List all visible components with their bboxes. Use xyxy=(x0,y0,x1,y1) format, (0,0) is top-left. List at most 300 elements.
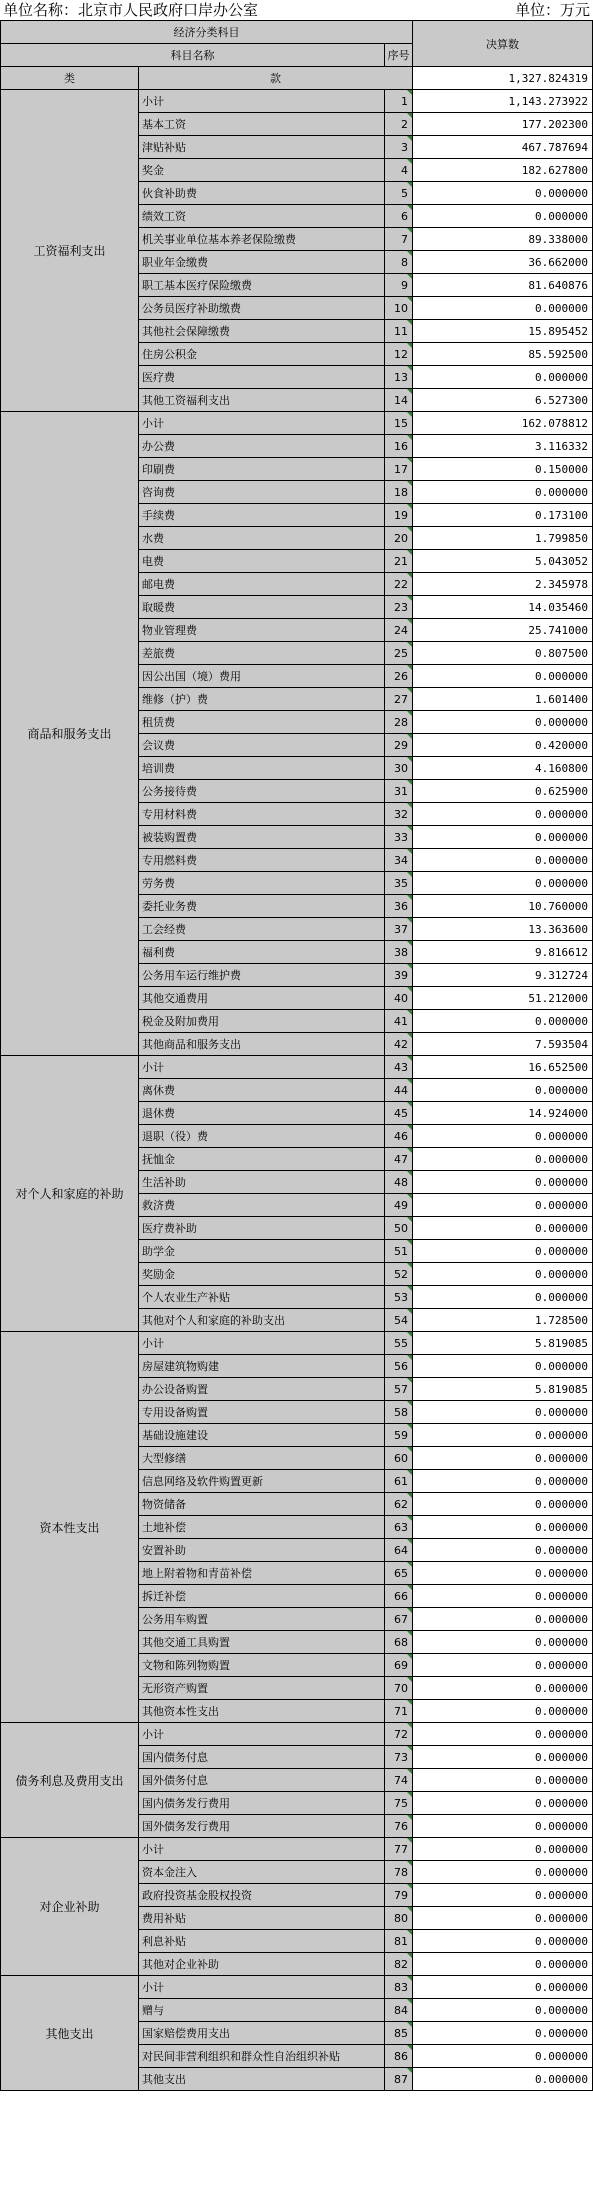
amount-cell: 0.000000 xyxy=(413,1907,593,1930)
total-amount: 1,327.824319 xyxy=(413,67,593,90)
comment-marker-icon xyxy=(407,1585,412,1590)
amount-cell: 1.728500 xyxy=(413,1309,593,1332)
seq-value: 78 xyxy=(394,1865,409,1879)
seq-value: 55 xyxy=(394,1336,409,1350)
seq-cell xyxy=(385,1654,413,1677)
unit-name-label: 单位名称：北京市人民政府口岸办公室 xyxy=(3,1,259,19)
comment-marker-icon xyxy=(407,757,412,762)
subject-name-cell: 资本金注入 xyxy=(139,1861,385,1884)
subject-name-cell: 生活补助 xyxy=(139,1171,385,1194)
amount-cell: 0.807500 xyxy=(413,642,593,665)
seq-value: 58 xyxy=(394,1405,409,1419)
seq-cell xyxy=(385,826,413,849)
comment-marker-icon xyxy=(407,458,412,463)
comment-marker-icon xyxy=(407,297,412,302)
comment-marker-icon xyxy=(407,527,412,532)
amount-cell: 182.627800 xyxy=(413,159,593,182)
subject-name-cell: 国外债务发行费用 xyxy=(139,1815,385,1838)
category-cell: 资本性支出 xyxy=(1,1332,139,1723)
comment-marker-icon xyxy=(407,987,412,992)
seq-cell xyxy=(385,665,413,688)
comment-marker-icon xyxy=(407,1976,412,1981)
seq-value: 14 xyxy=(394,393,409,407)
seq-cell xyxy=(385,136,413,159)
seq-cell xyxy=(385,1240,413,1263)
amount-cell: 0.000000 xyxy=(413,1148,593,1171)
comment-marker-icon xyxy=(407,2022,412,2027)
amount-cell: 0.000000 xyxy=(413,711,593,734)
seq-cell xyxy=(385,1447,413,1470)
amount-cell: 25.741000 xyxy=(413,619,593,642)
subject-name-cell: 小计 xyxy=(139,1976,385,1999)
amount-cell: 0.000000 xyxy=(413,1953,593,1976)
seq-value: 43 xyxy=(394,1060,409,1074)
seq-cell xyxy=(385,642,413,665)
amount-cell: 0.000000 xyxy=(413,1585,593,1608)
seq-value: 80 xyxy=(394,1911,409,1925)
comment-marker-icon xyxy=(407,1056,412,1061)
seq-value: 42 xyxy=(394,1037,409,1051)
subject-name-cell: 维修（护）费 xyxy=(139,688,385,711)
seq-value: 54 xyxy=(394,1313,409,1327)
seq-cell xyxy=(385,1401,413,1424)
category-cell: 债务利息及费用支出 xyxy=(1,1723,139,1838)
subject-name-cell: 其他商品和服务支出 xyxy=(139,1033,385,1056)
amount-cell: 0.000000 xyxy=(413,1171,593,1194)
seq-value: 49 xyxy=(394,1198,409,1212)
amount-cell: 1.601400 xyxy=(413,688,593,711)
subject-name-cell: 办公费 xyxy=(139,435,385,458)
seq-cell xyxy=(385,1516,413,1539)
comment-marker-icon xyxy=(407,895,412,900)
seq-value: 36 xyxy=(394,899,409,913)
comment-marker-icon xyxy=(407,1539,412,1544)
amount-cell: 162.078812 xyxy=(413,412,593,435)
seq-value: 4 xyxy=(401,163,409,177)
amount-cell: 0.000000 xyxy=(413,2022,593,2045)
comment-marker-icon xyxy=(407,1746,412,1751)
subject-name-cell: 赠与 xyxy=(139,1999,385,2022)
amount-cell: 9.312724 xyxy=(413,964,593,987)
seq-cell xyxy=(385,113,413,136)
amount-cell: 4.160800 xyxy=(413,757,593,780)
subject-name-cell: 绩效工资 xyxy=(139,205,385,228)
seq-value: 41 xyxy=(394,1014,409,1028)
seq-value: 3 xyxy=(401,140,409,154)
seq-value: 53 xyxy=(394,1290,409,1304)
seq-value: 60 xyxy=(394,1451,409,1465)
seq-value: 86 xyxy=(394,2049,409,2063)
seq-cell xyxy=(385,964,413,987)
subject-name-cell: 培训费 xyxy=(139,757,385,780)
comment-marker-icon xyxy=(407,343,412,348)
amount-cell: 14.924000 xyxy=(413,1102,593,1125)
amount-cell: 0.000000 xyxy=(413,2068,593,2091)
currency-unit-label: 单位：万元 xyxy=(514,1,590,19)
seq-value: 8 xyxy=(401,255,409,269)
seq-value: 33 xyxy=(394,830,409,844)
seq-cell xyxy=(385,1861,413,1884)
amount-cell: 0.000000 xyxy=(413,1677,593,1700)
seq-value: 62 xyxy=(394,1497,409,1511)
comment-marker-icon xyxy=(407,90,412,95)
comment-marker-icon xyxy=(407,2068,412,2073)
amount-cell: 0.173100 xyxy=(413,504,593,527)
comment-marker-icon xyxy=(407,1355,412,1360)
amount-cell: 15.895452 xyxy=(413,320,593,343)
subject-name-cell: 专用设备购置 xyxy=(139,1401,385,1424)
subject-name-cell: 其他社会保障缴费 xyxy=(139,320,385,343)
seq-value: 2 xyxy=(401,117,409,131)
comment-marker-icon xyxy=(407,1769,412,1774)
subject-name-cell: 被装购置费 xyxy=(139,826,385,849)
comment-marker-icon xyxy=(407,205,412,210)
comment-marker-icon xyxy=(407,642,412,647)
seq-value: 51 xyxy=(394,1244,409,1258)
seq-value: 50 xyxy=(394,1221,409,1235)
seq-value: 21 xyxy=(394,554,409,568)
seq-cell xyxy=(385,274,413,297)
comment-marker-icon xyxy=(407,1493,412,1498)
subject-name-cell: 对民间非营利组织和群众性自治组织补贴 xyxy=(139,2045,385,2068)
subject-name-cell: 取暖费 xyxy=(139,596,385,619)
seq-cell xyxy=(385,389,413,412)
seq-value: 25 xyxy=(394,646,409,660)
seq-cell xyxy=(385,872,413,895)
seq-value: 44 xyxy=(394,1083,409,1097)
seq-value: 6 xyxy=(401,209,409,223)
amount-cell: 0.000000 xyxy=(413,1447,593,1470)
subject-name-cell: 其他对企业补助 xyxy=(139,1953,385,1976)
seq-cell xyxy=(385,1746,413,1769)
amount-cell: 7.593504 xyxy=(413,1033,593,1056)
comment-marker-icon xyxy=(407,1470,412,1475)
subject-name-cell: 其他对个人和家庭的补助支出 xyxy=(139,1309,385,1332)
table-row xyxy=(1,1332,593,1355)
seq-cell xyxy=(385,297,413,320)
amount-cell: 0.000000 xyxy=(413,665,593,688)
comment-marker-icon xyxy=(407,1401,412,1406)
seq-cell xyxy=(385,1677,413,1700)
subject-name-cell: 劳务费 xyxy=(139,872,385,895)
seq-cell xyxy=(385,757,413,780)
seq-cell xyxy=(385,251,413,274)
comment-marker-icon xyxy=(407,1148,412,1153)
comment-marker-icon xyxy=(407,1263,412,1268)
comment-marker-icon xyxy=(407,573,412,578)
seq-cell xyxy=(385,1631,413,1654)
comment-marker-icon xyxy=(407,596,412,601)
subject-name-cell: 费用补贴 xyxy=(139,1907,385,1930)
amount-cell: 5.043052 xyxy=(413,550,593,573)
comment-marker-icon xyxy=(407,1309,412,1314)
comment-marker-icon xyxy=(407,1608,412,1613)
seq-value: 65 xyxy=(394,1566,409,1580)
subject-name-cell: 国家赔偿费用支出 xyxy=(139,2022,385,2045)
comment-marker-icon xyxy=(407,435,412,440)
subject-name-cell: 其他资本性支出 xyxy=(139,1700,385,1723)
subject-name-cell: 印刷费 xyxy=(139,458,385,481)
amount-cell: 0.000000 xyxy=(413,1861,593,1884)
subject-name-cell: 电费 xyxy=(139,550,385,573)
seq-value: 81 xyxy=(394,1934,409,1948)
seq-cell xyxy=(385,1171,413,1194)
comment-marker-icon xyxy=(407,1999,412,2004)
comment-marker-icon xyxy=(407,1815,412,1820)
subject-name-cell: 大型修缮 xyxy=(139,1447,385,1470)
comment-marker-icon xyxy=(407,504,412,509)
seq-value: 24 xyxy=(394,623,409,637)
seq-value: 17 xyxy=(394,462,409,476)
amount-cell: 0.000000 xyxy=(413,366,593,389)
comment-marker-icon xyxy=(407,1723,412,1728)
seq-value: 7 xyxy=(401,232,409,246)
subject-name-cell: 因公出国（境）费用 xyxy=(139,665,385,688)
seq-cell xyxy=(385,1723,413,1746)
subject-name-cell: 医疗费补助 xyxy=(139,1217,385,1240)
comment-marker-icon xyxy=(407,872,412,877)
seq-value: 66 xyxy=(394,1589,409,1603)
seq-cell xyxy=(385,573,413,596)
table-row xyxy=(1,1976,593,1999)
comment-marker-icon xyxy=(407,1700,412,1705)
seq-cell xyxy=(385,1125,413,1148)
subject-name-cell: 伙食补助费 xyxy=(139,182,385,205)
amount-cell: 0.000000 xyxy=(413,1493,593,1516)
seq-cell xyxy=(385,1102,413,1125)
amount-cell: 0.150000 xyxy=(413,458,593,481)
amount-cell: 5.819085 xyxy=(413,1332,593,1355)
amount-cell: 6.527300 xyxy=(413,389,593,412)
comment-marker-icon xyxy=(407,1378,412,1383)
seq-value: 26 xyxy=(394,669,409,683)
amount-cell: 36.662000 xyxy=(413,251,593,274)
subject-name-cell: 差旅费 xyxy=(139,642,385,665)
comment-marker-icon xyxy=(407,711,412,716)
comment-marker-icon xyxy=(407,320,412,325)
amount-cell: 0.000000 xyxy=(413,1516,593,1539)
comment-marker-icon xyxy=(407,412,412,417)
table-row xyxy=(1,1056,593,1079)
seq-cell xyxy=(385,1907,413,1930)
comment-marker-icon xyxy=(407,159,412,164)
seq-value: 48 xyxy=(394,1175,409,1189)
seq-cell xyxy=(385,343,413,366)
amount-cell: 0.000000 xyxy=(413,1194,593,1217)
amount-cell: 0.420000 xyxy=(413,734,593,757)
comment-marker-icon xyxy=(407,734,412,739)
amount-cell: 0.000000 xyxy=(413,205,593,228)
comment-marker-icon xyxy=(407,113,412,118)
seq-cell xyxy=(385,1562,413,1585)
comment-marker-icon xyxy=(407,1033,412,1038)
amount-cell: 89.338000 xyxy=(413,228,593,251)
seq-cell xyxy=(385,2068,413,2091)
seq-value: 35 xyxy=(394,876,409,890)
seq-cell xyxy=(385,2022,413,2045)
amount-cell: 0.000000 xyxy=(413,872,593,895)
subject-name-cell: 会议费 xyxy=(139,734,385,757)
comment-marker-icon xyxy=(407,1907,412,1912)
seq-cell xyxy=(385,1056,413,1079)
category-cell: 工资福利支出 xyxy=(1,90,139,412)
seq-value: 83 xyxy=(394,1980,409,1994)
comment-marker-icon xyxy=(407,389,412,394)
amount-cell: 0.000000 xyxy=(413,849,593,872)
subject-name-cell: 安置补助 xyxy=(139,1539,385,1562)
subject-name-cell: 小计 xyxy=(139,90,385,113)
comment-marker-icon xyxy=(407,1424,412,1429)
comment-marker-icon xyxy=(407,1332,412,1337)
seq-cell xyxy=(385,1815,413,1838)
seq-cell xyxy=(385,1010,413,1033)
amount-cell: 0.000000 xyxy=(413,1010,593,1033)
amount-cell: 9.816612 xyxy=(413,941,593,964)
subject-name-cell: 国内债务发行费用 xyxy=(139,1792,385,1815)
amount-cell: 1.799850 xyxy=(413,527,593,550)
amount-cell: 0.000000 xyxy=(413,1723,593,1746)
amount-cell: 0.000000 xyxy=(413,1562,593,1585)
comment-marker-icon xyxy=(407,665,412,670)
seq-value: 79 xyxy=(394,1888,409,1902)
table-row xyxy=(1,412,593,435)
amount-cell: 13.363600 xyxy=(413,918,593,941)
amount-cell: 0.000000 xyxy=(413,1999,593,2022)
amount-cell: 0.000000 xyxy=(413,1079,593,1102)
amount-cell: 0.000000 xyxy=(413,1654,593,1677)
amount-cell: 0.000000 xyxy=(413,1884,593,1907)
comment-marker-icon xyxy=(407,688,412,693)
seq-value: 15 xyxy=(394,416,409,430)
subject-name-cell: 租赁费 xyxy=(139,711,385,734)
seq-header: 序号 xyxy=(385,44,413,67)
seq-cell xyxy=(385,1079,413,1102)
comment-marker-icon xyxy=(407,1884,412,1889)
seq-cell xyxy=(385,366,413,389)
seq-cell xyxy=(385,1286,413,1309)
subject-name-cell: 其他交通费用 xyxy=(139,987,385,1010)
expenditure-table xyxy=(0,20,593,2091)
seq-value: 30 xyxy=(394,761,409,775)
seq-cell xyxy=(385,803,413,826)
seq-value: 63 xyxy=(394,1520,409,1534)
subject-name-cell: 物业管理费 xyxy=(139,619,385,642)
seq-value: 61 xyxy=(394,1474,409,1488)
seq-value: 13 xyxy=(394,370,409,384)
amount-cell: 14.035460 xyxy=(413,596,593,619)
amount-cell: 0.000000 xyxy=(413,297,593,320)
subject-name-cell: 信息网络及软件购置更新 xyxy=(139,1470,385,1493)
seq-cell xyxy=(385,1792,413,1815)
seq-cell xyxy=(385,1263,413,1286)
comment-marker-icon xyxy=(407,1286,412,1291)
subject-name-cell: 无形资产购置 xyxy=(139,1677,385,1700)
subject-name-cell: 物资储备 xyxy=(139,1493,385,1516)
subject-name-cell: 手续费 xyxy=(139,504,385,527)
amount-cell: 5.819085 xyxy=(413,1378,593,1401)
seq-value: 9 xyxy=(401,278,409,292)
comment-marker-icon xyxy=(407,1447,412,1452)
seq-cell xyxy=(385,481,413,504)
subject-name-cell: 个人农业生产补贴 xyxy=(139,1286,385,1309)
subject-name-cell: 邮电费 xyxy=(139,573,385,596)
subject-name-cell: 政府投资基金股权投资 xyxy=(139,1884,385,1907)
comment-marker-icon xyxy=(407,826,412,831)
amount-cell: 0.000000 xyxy=(413,1631,593,1654)
seq-value: 84 xyxy=(394,2003,409,2017)
seq-value: 39 xyxy=(394,968,409,982)
seq-value: 19 xyxy=(394,508,409,522)
seq-cell xyxy=(385,780,413,803)
seq-cell xyxy=(385,550,413,573)
seq-value: 70 xyxy=(394,1681,409,1695)
seq-value: 22 xyxy=(394,577,409,591)
table-row xyxy=(1,90,593,113)
subject-name-cell: 专用燃料费 xyxy=(139,849,385,872)
amount-cell: 0.000000 xyxy=(413,1815,593,1838)
amount-cell: 0.000000 xyxy=(413,1976,593,1999)
seq-cell xyxy=(385,1470,413,1493)
subject-name-cell: 利息补贴 xyxy=(139,1930,385,1953)
subject-name-cell: 国内债务付息 xyxy=(139,1746,385,1769)
amount-cell: 177.202300 xyxy=(413,113,593,136)
subject-name-cell: 公务用车运行维护费 xyxy=(139,964,385,987)
seq-value: 37 xyxy=(394,922,409,936)
comment-marker-icon xyxy=(407,619,412,624)
seq-value: 40 xyxy=(394,991,409,1005)
amount-cell: 0.000000 xyxy=(413,1125,593,1148)
subject-name-cell: 助学金 xyxy=(139,1240,385,1263)
amount-cell: 0.000000 xyxy=(413,1401,593,1424)
comment-marker-icon xyxy=(407,481,412,486)
comment-marker-icon xyxy=(407,1562,412,1567)
seq-cell xyxy=(385,504,413,527)
category-cell: 其他支出 xyxy=(1,1976,139,2091)
amount-cell: 0.000000 xyxy=(413,803,593,826)
amount-cell: 0.000000 xyxy=(413,1470,593,1493)
amount-cell: 0.625900 xyxy=(413,780,593,803)
amount-cell: 0.000000 xyxy=(413,1700,593,1723)
seq-value: 34 xyxy=(394,853,409,867)
seq-value: 1 xyxy=(401,94,409,108)
subject-name-cell: 小计 xyxy=(139,412,385,435)
comment-marker-icon xyxy=(407,274,412,279)
seq-value: 12 xyxy=(394,347,409,361)
comment-marker-icon xyxy=(407,1792,412,1797)
amount-cell: 0.000000 xyxy=(413,481,593,504)
seq-cell xyxy=(385,228,413,251)
seq-cell xyxy=(385,1332,413,1355)
seq-cell xyxy=(385,1884,413,1907)
seq-cell xyxy=(385,1309,413,1332)
comment-marker-icon xyxy=(407,918,412,923)
subject-name-cell: 住房公积金 xyxy=(139,343,385,366)
seq-cell xyxy=(385,849,413,872)
subject-name-cell: 税金及附加费用 xyxy=(139,1010,385,1033)
comment-marker-icon xyxy=(407,1654,412,1659)
subject-name-cell: 职工基本医疗保险缴费 xyxy=(139,274,385,297)
seq-value: 27 xyxy=(394,692,409,706)
seq-value: 18 xyxy=(394,485,409,499)
comment-marker-icon xyxy=(407,1677,412,1682)
comment-marker-icon xyxy=(407,964,412,969)
category-cell: 对企业补助 xyxy=(1,1838,139,1976)
header-row-1 xyxy=(1,21,593,44)
amount-cell: 0.000000 xyxy=(413,1769,593,1792)
seq-cell xyxy=(385,1424,413,1447)
subject-name-cell: 地上附着物和青苗补偿 xyxy=(139,1562,385,1585)
seq-value: 28 xyxy=(394,715,409,729)
